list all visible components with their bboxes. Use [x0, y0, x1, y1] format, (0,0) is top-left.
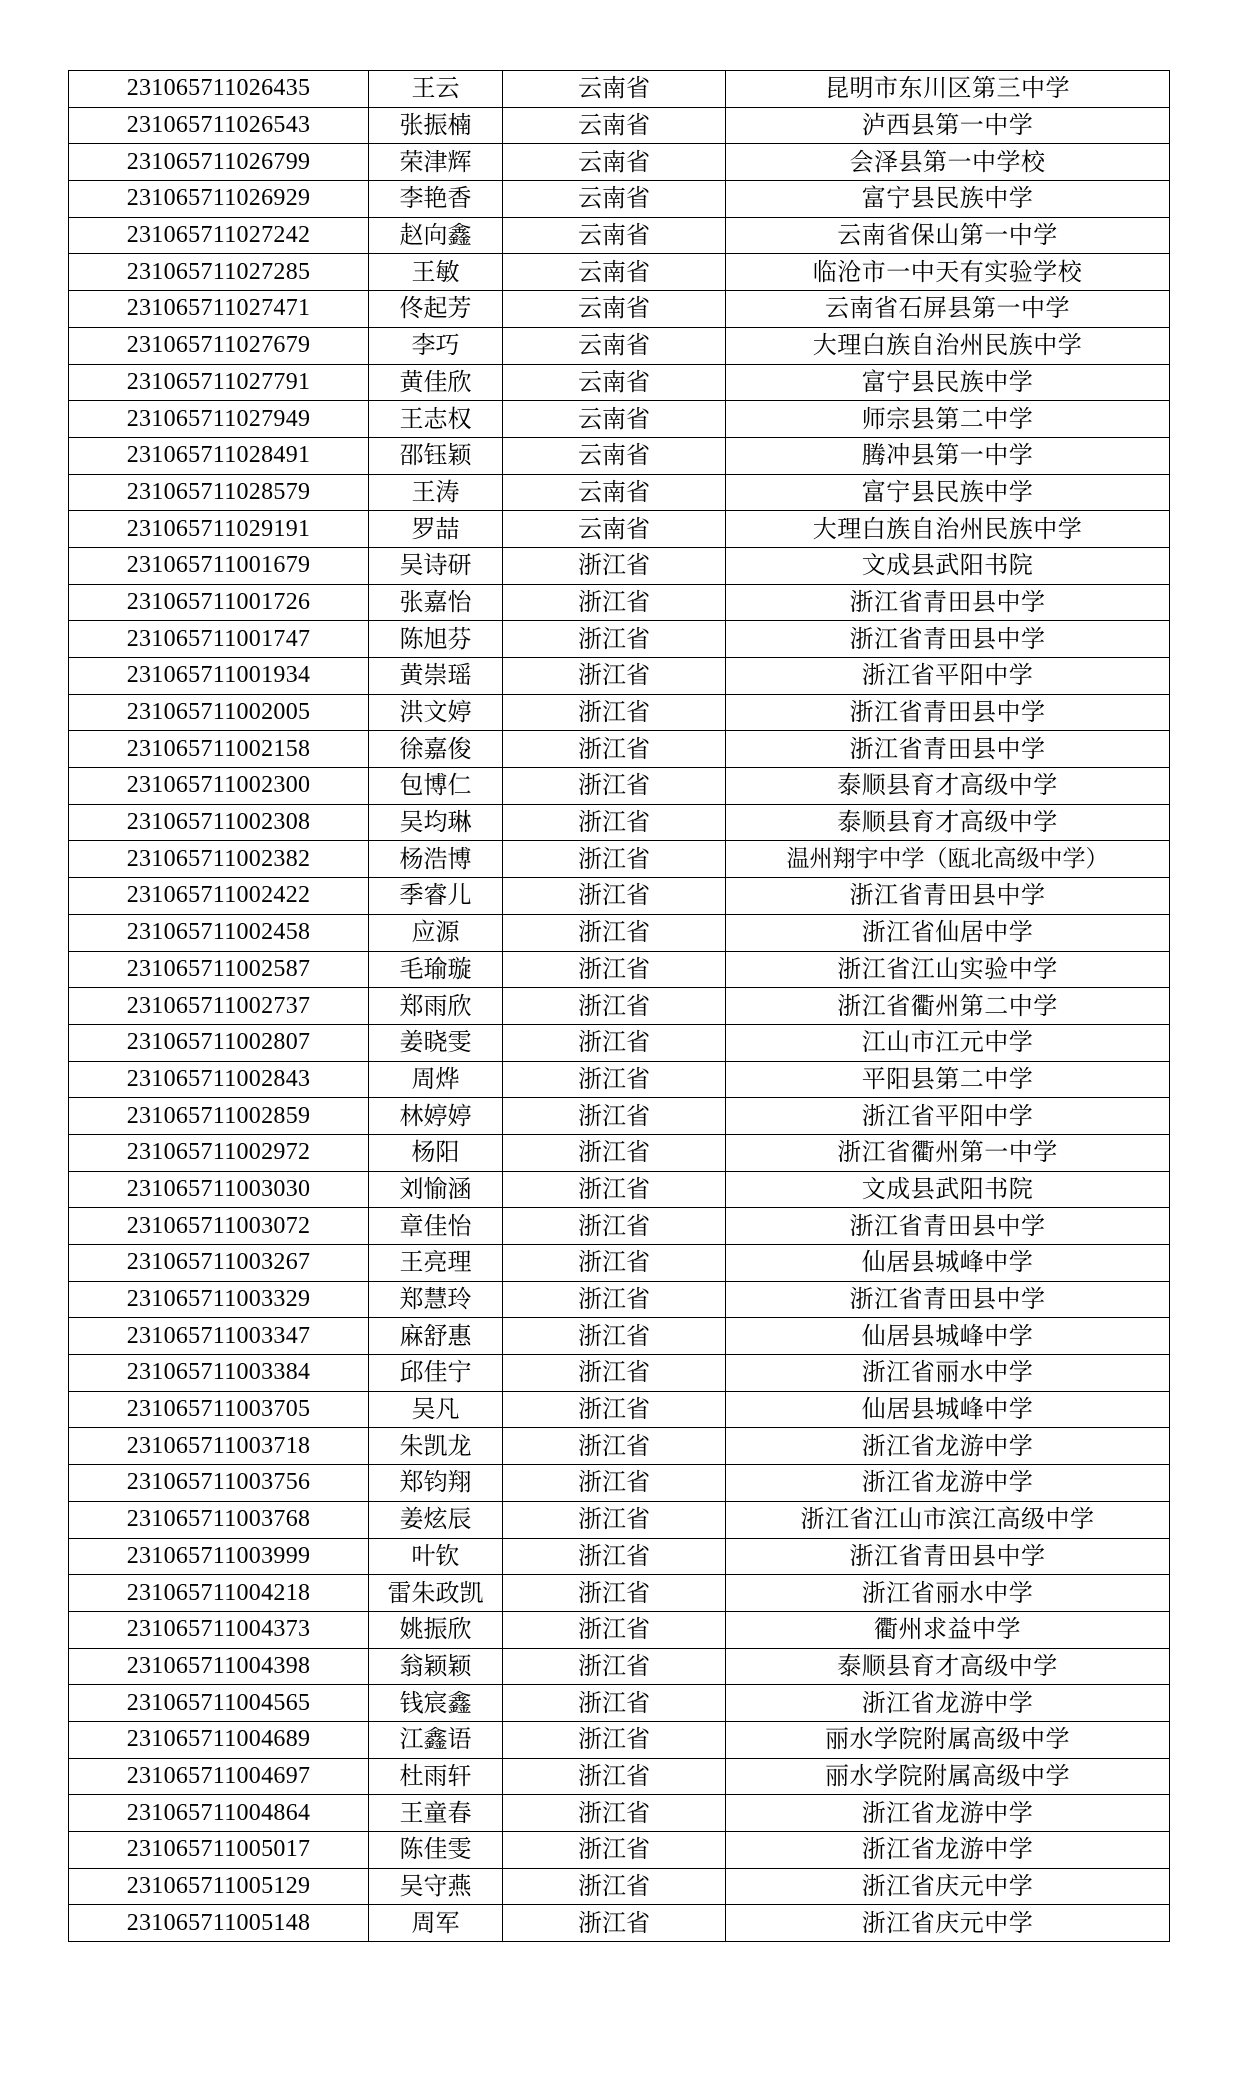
table-row: [69, 1355, 1170, 1392]
table-row: [69, 768, 1170, 805]
province-cell: 浙江省: [503, 1538, 726, 1575]
province-cell: 云南省: [503, 511, 726, 548]
table-row: [69, 1611, 1170, 1648]
student-name-cell: 陈佳雯: [369, 1832, 503, 1869]
student-name-cell: 杨浩博: [369, 841, 503, 878]
student-name-cell: 佟起芳: [369, 291, 503, 328]
student-name-cell: 黄崇瑶: [369, 658, 503, 695]
student-name-cell: 吴守燕: [369, 1868, 503, 1905]
school-name-cell: 师宗县第二中学: [726, 401, 1170, 438]
candidate-id-cell: 231065711001726: [69, 584, 369, 621]
province-cell: 浙江省: [503, 1391, 726, 1428]
candidate-id-cell: 231065711026929: [69, 181, 369, 218]
candidate-id-cell: 231065711002422: [69, 878, 369, 915]
student-name-cell: 王志权: [369, 401, 503, 438]
student-name-cell: 林婷婷: [369, 1098, 503, 1135]
candidate-id-cell: 231065711026435: [69, 71, 369, 108]
student-name-cell: 毛瑜璇: [369, 951, 503, 988]
student-name-cell: 雷朱政凯: [369, 1575, 503, 1612]
school-name-cell: 富宁县民族中学: [726, 364, 1170, 401]
candidate-id-cell: 231065711002807: [69, 1024, 369, 1061]
table-row: [69, 1685, 1170, 1722]
province-cell: 浙江省: [503, 1832, 726, 1869]
student-name-cell: 徐嘉俊: [369, 731, 503, 768]
table-row: [69, 144, 1170, 181]
province-cell: 云南省: [503, 327, 726, 364]
school-name-cell: 浙江省龙游中学: [726, 1465, 1170, 1502]
table-row: [69, 107, 1170, 144]
candidate-id-cell: 231065711027949: [69, 401, 369, 438]
school-name-cell: 浙江省衢州第一中学: [726, 1134, 1170, 1171]
table-row: [69, 1465, 1170, 1502]
table-row: [69, 1208, 1170, 1245]
table-row: [69, 1795, 1170, 1832]
table-row: [69, 511, 1170, 548]
school-name-cell: 浙江省青田县中学: [726, 584, 1170, 621]
table-row: [69, 474, 1170, 511]
province-cell: 云南省: [503, 254, 726, 291]
candidate-id-cell: 231065711002005: [69, 694, 369, 731]
candidate-id-cell: 231065711003768: [69, 1501, 369, 1538]
table-row: [69, 1575, 1170, 1612]
student-name-cell: 杨阳: [369, 1134, 503, 1171]
province-cell: 浙江省: [503, 951, 726, 988]
candidate-id-cell: 231065711026799: [69, 144, 369, 181]
student-name-cell: 罗喆: [369, 511, 503, 548]
province-cell: 浙江省: [503, 1171, 726, 1208]
candidate-id-cell: 231065711002843: [69, 1061, 369, 1098]
student-name-cell: 赵向鑫: [369, 217, 503, 254]
candidate-id-cell: 231065711004373: [69, 1611, 369, 1648]
student-name-cell: 吴凡: [369, 1391, 503, 1428]
student-name-cell: 郑慧玲: [369, 1281, 503, 1318]
table-row: [69, 1171, 1170, 1208]
roster-table: [68, 70, 1170, 1942]
candidate-id-cell: 231065711027285: [69, 254, 369, 291]
candidate-id-cell: 231065711005017: [69, 1832, 369, 1869]
school-name-cell: 泰顺县育才高级中学: [726, 804, 1170, 841]
candidate-id-cell: 231065711003384: [69, 1355, 369, 1392]
candidate-id-cell: 231065711003999: [69, 1538, 369, 1575]
table-row: [69, 1428, 1170, 1465]
table-row: [69, 1281, 1170, 1318]
table-row: [69, 914, 1170, 951]
candidate-id-cell: 231065711002972: [69, 1134, 369, 1171]
student-name-cell: 叶钦: [369, 1538, 503, 1575]
table-row: [69, 291, 1170, 328]
student-name-cell: 周军: [369, 1905, 503, 1942]
school-name-cell: 平阳县第二中学: [726, 1061, 1170, 1098]
school-name-cell: 浙江省青田县中学: [726, 731, 1170, 768]
candidate-id-cell: 231065711001934: [69, 658, 369, 695]
student-name-cell: 王涛: [369, 474, 503, 511]
candidate-id-cell: 231065711004565: [69, 1685, 369, 1722]
candidate-id-cell: 231065711002382: [69, 841, 369, 878]
province-cell: 浙江省: [503, 1905, 726, 1942]
student-name-cell: 杜雨轩: [369, 1758, 503, 1795]
candidate-id-cell: 231065711002458: [69, 914, 369, 951]
school-name-cell: 泰顺县育才高级中学: [726, 768, 1170, 805]
roster-table-body: [69, 71, 1170, 1942]
table-row: [69, 1134, 1170, 1171]
school-name-cell: 仙居县城峰中学: [726, 1245, 1170, 1282]
candidate-id-cell: 231065711005148: [69, 1905, 369, 1942]
school-name-cell: 昆明市东川区第三中学: [726, 71, 1170, 108]
school-name-cell: 浙江省龙游中学: [726, 1832, 1170, 1869]
candidate-id-cell: 231065711004398: [69, 1648, 369, 1685]
school-name-cell: 浙江省青田县中学: [726, 1538, 1170, 1575]
province-cell: 云南省: [503, 364, 726, 401]
province-cell: 浙江省: [503, 1024, 726, 1061]
province-cell: 浙江省: [503, 1134, 726, 1171]
province-cell: 浙江省: [503, 1501, 726, 1538]
table-row: [69, 254, 1170, 291]
candidate-id-cell: 231065711002587: [69, 951, 369, 988]
province-cell: 云南省: [503, 107, 726, 144]
province-cell: 浙江省: [503, 694, 726, 731]
school-name-cell: 仙居县城峰中学: [726, 1391, 1170, 1428]
table-row: [69, 217, 1170, 254]
student-name-cell: 张嘉怡: [369, 584, 503, 621]
school-name-cell: 会泽县第一中学校: [726, 144, 1170, 181]
school-name-cell: 浙江省丽水中学: [726, 1575, 1170, 1612]
table-row: [69, 1098, 1170, 1135]
table-row: [69, 731, 1170, 768]
school-name-cell: 云南省保山第一中学: [726, 217, 1170, 254]
student-name-cell: 郑钧翔: [369, 1465, 503, 1502]
school-name-cell: 丽水学院附属高级中学: [726, 1721, 1170, 1758]
province-cell: 云南省: [503, 144, 726, 181]
student-name-cell: 张振楠: [369, 107, 503, 144]
school-name-cell: 浙江省青田县中学: [726, 1208, 1170, 1245]
school-name-cell: 泸西县第一中学: [726, 107, 1170, 144]
school-name-cell: 丽水学院附属高级中学: [726, 1758, 1170, 1795]
table-row: [69, 584, 1170, 621]
student-name-cell: 李艳香: [369, 181, 503, 218]
province-cell: 浙江省: [503, 914, 726, 951]
candidate-id-cell: 231065711002300: [69, 768, 369, 805]
student-name-cell: 姚振欣: [369, 1611, 503, 1648]
student-name-cell: 朱凯龙: [369, 1428, 503, 1465]
school-name-cell: 浙江省青田县中学: [726, 878, 1170, 915]
table-row: [69, 1868, 1170, 1905]
school-name-cell: 文成县武阳书院: [726, 1171, 1170, 1208]
table-row: [69, 1832, 1170, 1869]
candidate-id-cell: 231065711028491: [69, 437, 369, 474]
province-cell: 云南省: [503, 217, 726, 254]
candidate-id-cell: 231065711005129: [69, 1868, 369, 1905]
table-row: [69, 1245, 1170, 1282]
school-name-cell: 大理白族自治州民族中学: [726, 511, 1170, 548]
candidate-id-cell: 231065711004689: [69, 1721, 369, 1758]
province-cell: 浙江省: [503, 1318, 726, 1355]
candidate-id-cell: 231065711004697: [69, 1758, 369, 1795]
school-name-cell: 富宁县民族中学: [726, 181, 1170, 218]
student-name-cell: 陈旭芬: [369, 621, 503, 658]
table-row: [69, 327, 1170, 364]
table-row: [69, 1024, 1170, 1061]
school-name-cell: 仙居县城峰中学: [726, 1318, 1170, 1355]
table-row: [69, 1905, 1170, 1942]
candidate-id-cell: 231065711027679: [69, 327, 369, 364]
table-row: [69, 1061, 1170, 1098]
student-name-cell: 季睿儿: [369, 878, 503, 915]
school-name-cell: 云南省石屏县第一中学: [726, 291, 1170, 328]
province-cell: 云南省: [503, 401, 726, 438]
candidate-id-cell: 231065711027471: [69, 291, 369, 328]
student-name-cell: 李巧: [369, 327, 503, 364]
student-name-cell: 吴诗研: [369, 547, 503, 584]
school-name-cell: 浙江省庆元中学: [726, 1868, 1170, 1905]
school-name-cell: 浙江省平阳中学: [726, 1098, 1170, 1135]
school-name-cell: 浙江省庆元中学: [726, 1905, 1170, 1942]
school-name-cell: 泰顺县育才高级中学: [726, 1648, 1170, 1685]
candidate-id-cell: 231065711002737: [69, 988, 369, 1025]
student-name-cell: 钱宸鑫: [369, 1685, 503, 1722]
table-row: [69, 1391, 1170, 1428]
student-name-cell: 洪文婷: [369, 694, 503, 731]
province-cell: 云南省: [503, 474, 726, 511]
candidate-id-cell: 231065711001747: [69, 621, 369, 658]
school-name-cell: 江山市江元中学: [726, 1024, 1170, 1061]
school-name-cell: 温州翔宇中学（瓯北高级中学）: [726, 841, 1170, 878]
province-cell: 浙江省: [503, 768, 726, 805]
table-row: [69, 1538, 1170, 1575]
student-name-cell: 包博仁: [369, 768, 503, 805]
province-cell: 云南省: [503, 181, 726, 218]
school-name-cell: 浙江省江山实验中学: [726, 951, 1170, 988]
candidate-id-cell: 231065711003347: [69, 1318, 369, 1355]
candidate-id-cell: 231065711003718: [69, 1428, 369, 1465]
student-name-cell: 翁颖颖: [369, 1648, 503, 1685]
province-cell: 云南省: [503, 71, 726, 108]
province-cell: 浙江省: [503, 1685, 726, 1722]
table-row: [69, 658, 1170, 695]
student-name-cell: 麻舒惠: [369, 1318, 503, 1355]
school-name-cell: 腾冲县第一中学: [726, 437, 1170, 474]
student-name-cell: 吴均琳: [369, 804, 503, 841]
school-name-cell: 富宁县民族中学: [726, 474, 1170, 511]
table-row: [69, 1318, 1170, 1355]
school-name-cell: 浙江省青田县中学: [726, 621, 1170, 658]
candidate-id-cell: 231065711026543: [69, 107, 369, 144]
school-name-cell: 浙江省龙游中学: [726, 1795, 1170, 1832]
table-row: [69, 181, 1170, 218]
student-name-cell: 黄佳欣: [369, 364, 503, 401]
roster-sheet: [68, 70, 1169, 1942]
student-name-cell: 郑雨欣: [369, 988, 503, 1025]
province-cell: 浙江省: [503, 1245, 726, 1282]
province-cell: 浙江省: [503, 1428, 726, 1465]
province-cell: 云南省: [503, 437, 726, 474]
province-cell: 浙江省: [503, 1355, 726, 1392]
table-row: [69, 1721, 1170, 1758]
table-row: [69, 878, 1170, 915]
candidate-id-cell: 231065711027791: [69, 364, 369, 401]
province-cell: 浙江省: [503, 1611, 726, 1648]
candidate-id-cell: 231065711003267: [69, 1245, 369, 1282]
table-row: [69, 437, 1170, 474]
student-name-cell: 王敏: [369, 254, 503, 291]
school-name-cell: 浙江省衢州第二中学: [726, 988, 1170, 1025]
table-row: [69, 841, 1170, 878]
table-row: [69, 1501, 1170, 1538]
candidate-id-cell: 231065711002308: [69, 804, 369, 841]
school-name-cell: 浙江省平阳中学: [726, 658, 1170, 695]
province-cell: 浙江省: [503, 1721, 726, 1758]
student-name-cell: 章佳怡: [369, 1208, 503, 1245]
candidate-id-cell: 231065711028579: [69, 474, 369, 511]
province-cell: 浙江省: [503, 1758, 726, 1795]
province-cell: 浙江省: [503, 584, 726, 621]
province-cell: 浙江省: [503, 1575, 726, 1612]
province-cell: 浙江省: [503, 878, 726, 915]
student-name-cell: 江鑫语: [369, 1721, 503, 1758]
student-name-cell: 邱佳宁: [369, 1355, 503, 1392]
student-name-cell: 邵钰颖: [369, 437, 503, 474]
table-row: [69, 401, 1170, 438]
table-row: [69, 951, 1170, 988]
student-name-cell: 姜晓雯: [369, 1024, 503, 1061]
student-name-cell: 王亮理: [369, 1245, 503, 1282]
school-name-cell: 浙江省龙游中学: [726, 1685, 1170, 1722]
candidate-id-cell: 231065711004864: [69, 1795, 369, 1832]
province-cell: 云南省: [503, 291, 726, 328]
school-name-cell: 衢州求益中学: [726, 1611, 1170, 1648]
student-name-cell: 王云: [369, 71, 503, 108]
province-cell: 浙江省: [503, 1208, 726, 1245]
province-cell: 浙江省: [503, 731, 726, 768]
student-name-cell: 应源: [369, 914, 503, 951]
table-row: [69, 1758, 1170, 1795]
table-row: [69, 547, 1170, 584]
student-name-cell: 王童春: [369, 1795, 503, 1832]
school-name-cell: 文成县武阳书院: [726, 547, 1170, 584]
candidate-id-cell: 231065711003756: [69, 1465, 369, 1502]
candidate-id-cell: 231065711029191: [69, 511, 369, 548]
province-cell: 浙江省: [503, 841, 726, 878]
province-cell: 浙江省: [503, 658, 726, 695]
table-row: [69, 804, 1170, 841]
candidate-id-cell: 231065711003705: [69, 1391, 369, 1428]
candidate-id-cell: 231065711002859: [69, 1098, 369, 1135]
school-name-cell: 浙江省江山市滨江高级中学: [726, 1501, 1170, 1538]
province-cell: 浙江省: [503, 547, 726, 584]
province-cell: 浙江省: [503, 1061, 726, 1098]
school-name-cell: 浙江省仙居中学: [726, 914, 1170, 951]
candidate-id-cell: 231065711003329: [69, 1281, 369, 1318]
table-row: [69, 621, 1170, 658]
table-row: [69, 364, 1170, 401]
candidate-id-cell: 231065711004218: [69, 1575, 369, 1612]
school-name-cell: 临沧市一中天有实验学校: [726, 254, 1170, 291]
table-row: [69, 988, 1170, 1025]
school-name-cell: 大理白族自治州民族中学: [726, 327, 1170, 364]
table-row: [69, 694, 1170, 731]
school-name-cell: 浙江省青田县中学: [726, 694, 1170, 731]
school-name-cell: 浙江省丽水中学: [726, 1355, 1170, 1392]
school-name-cell: 浙江省龙游中学: [726, 1428, 1170, 1465]
school-name-cell: 浙江省青田县中学: [726, 1281, 1170, 1318]
student-name-cell: 周烨: [369, 1061, 503, 1098]
province-cell: 浙江省: [503, 988, 726, 1025]
table-row: [69, 71, 1170, 108]
province-cell: 浙江省: [503, 1098, 726, 1135]
province-cell: 浙江省: [503, 1465, 726, 1502]
province-cell: 浙江省: [503, 621, 726, 658]
student-name-cell: 刘愉涵: [369, 1171, 503, 1208]
province-cell: 浙江省: [503, 1795, 726, 1832]
province-cell: 浙江省: [503, 1281, 726, 1318]
student-name-cell: 荣津辉: [369, 144, 503, 181]
province-cell: 浙江省: [503, 1868, 726, 1905]
student-name-cell: 姜炫辰: [369, 1501, 503, 1538]
candidate-id-cell: 231065711002158: [69, 731, 369, 768]
candidate-id-cell: 231065711001679: [69, 547, 369, 584]
candidate-id-cell: 231065711003030: [69, 1171, 369, 1208]
province-cell: 浙江省: [503, 804, 726, 841]
table-row: [69, 1648, 1170, 1685]
province-cell: 浙江省: [503, 1648, 726, 1685]
candidate-id-cell: 231065711003072: [69, 1208, 369, 1245]
candidate-id-cell: 231065711027242: [69, 217, 369, 254]
